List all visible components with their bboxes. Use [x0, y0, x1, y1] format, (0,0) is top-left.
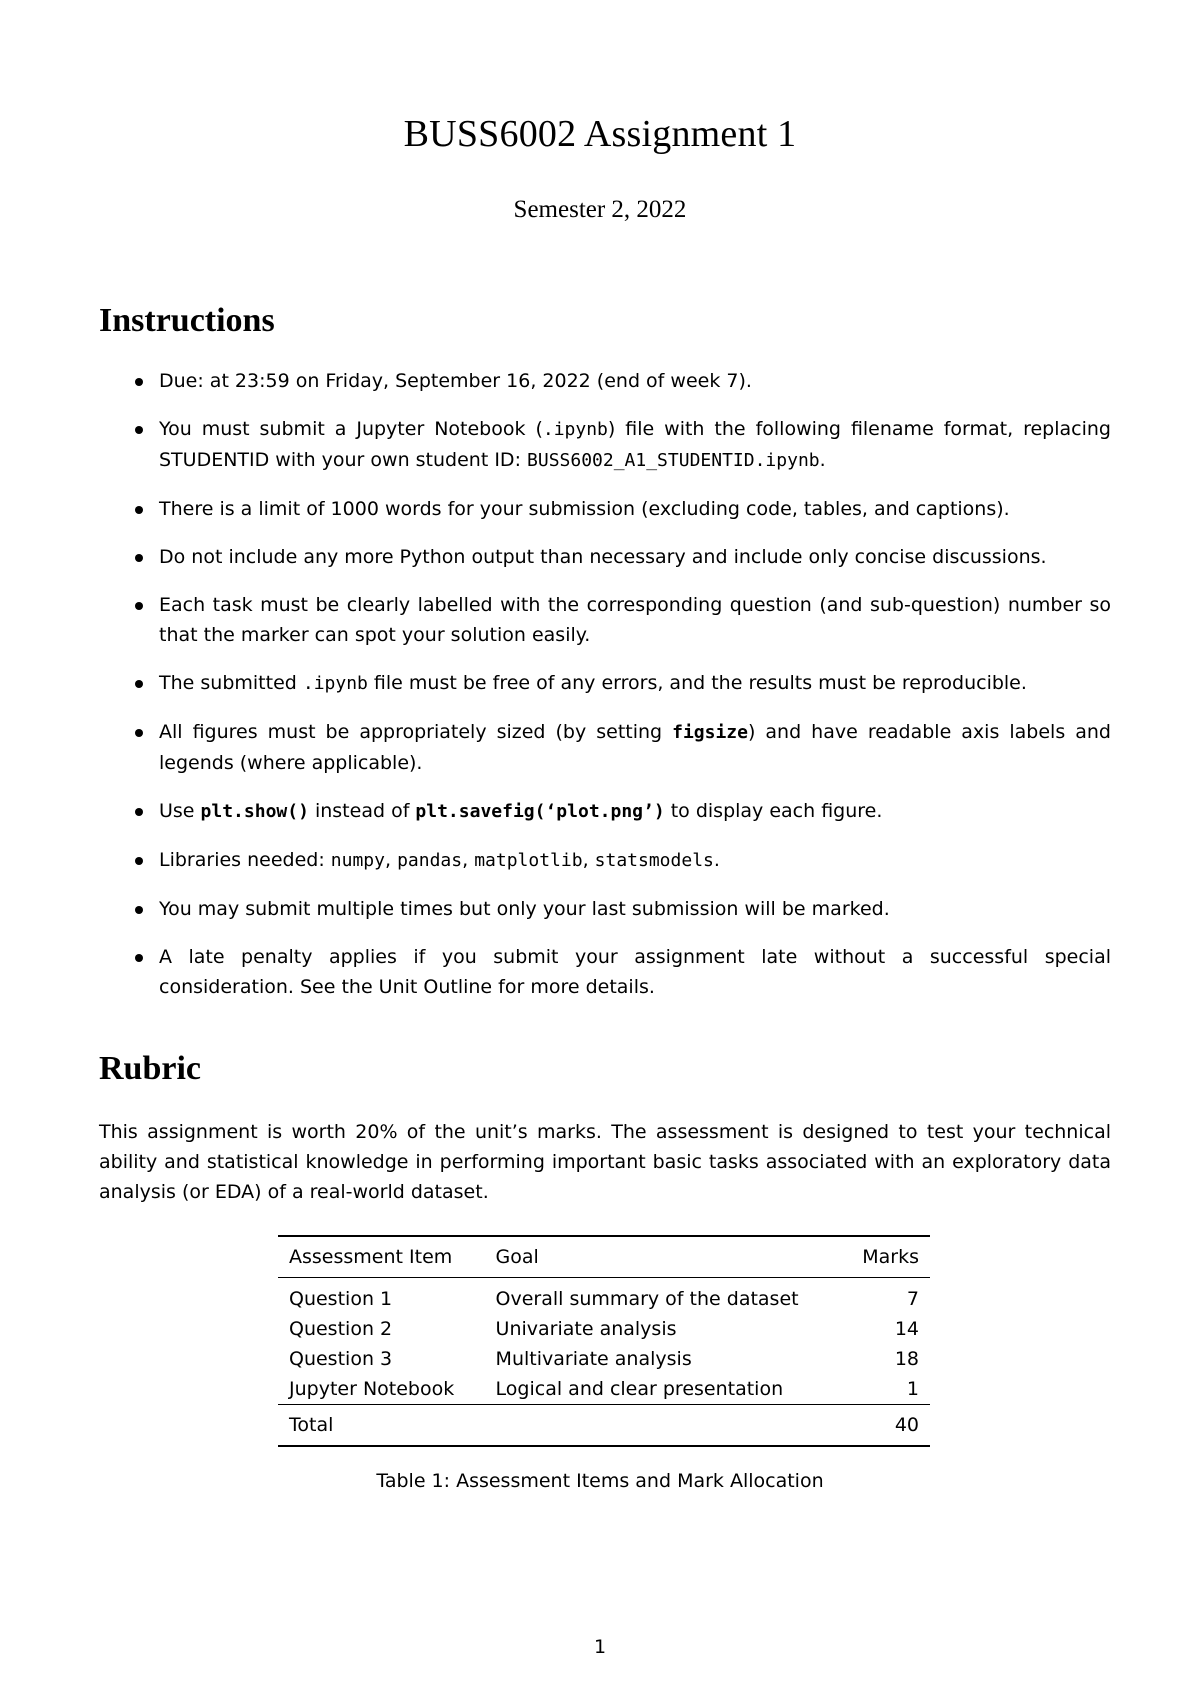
- instruction-text: A late penalty applies if you submit your assignment late without a successful special consideration. See the Unit Outline for more details.: [159, 946, 1111, 998]
- rubric-heading: Rubric: [99, 1050, 201, 1087]
- instruction-text: instead of: [308, 800, 416, 822]
- table-row: [278, 1344, 930, 1374]
- document-title: BUSS6002 Assignment 1: [403, 113, 797, 155]
- code-text: statsmodels: [594, 850, 714, 871]
- cell-goal: Univariate analysis: [495, 1318, 677, 1340]
- table-row: [278, 1374, 930, 1405]
- code-text: pandas: [397, 850, 463, 871]
- cell-goal: Overall summary of the dataset: [495, 1288, 799, 1310]
- list-item: [99, 414, 1111, 476]
- bullet-icon: [135, 954, 143, 962]
- marks-table: [278, 1235, 930, 1447]
- total-marks: 40: [843, 1405, 930, 1447]
- bullet-icon: [135, 378, 143, 386]
- instruction-text: file must be free of any errors, and the results must be reproducible.: [367, 672, 1027, 694]
- instruction-text: There is a limit of 1000 words for your submission (excluding code, tables, and captions).: [159, 498, 1010, 520]
- list-item: [99, 590, 1111, 650]
- cell-marks: 14: [894, 1318, 919, 1340]
- list-item: [99, 717, 1111, 778]
- document-subtitle: Semester 2, 2022: [513, 196, 687, 223]
- bullet-icon: [135, 729, 143, 737]
- list-item: [99, 894, 1111, 924]
- bullet-icon: [135, 554, 143, 562]
- header-goal: Goal: [485, 1236, 844, 1278]
- total-goal-empty: [485, 1405, 844, 1447]
- instruction-text: Libraries needed:: [159, 849, 331, 871]
- code-text: .ipynb: [302, 673, 368, 694]
- rubric-paragraph: This assignment is worth 20% of the unit’s marks. The assessment is designed to test your technical ability and statistical knowledge in performing important basic tasks associated with an exploratory data analysis (or EDA) of a real-world dataset.: [99, 1121, 1111, 1203]
- cell-assessment-item: Jupyter Notebook: [289, 1378, 455, 1400]
- instruction-text: .: [713, 849, 720, 871]
- page-number: 1: [593, 1636, 607, 1658]
- bullet-icon: [135, 857, 143, 865]
- header-assessment-item: Assessment Item: [278, 1236, 485, 1278]
- list-item: [99, 494, 1111, 524]
- instruction-text: You may submit multiple times but only your last submission will be marked.: [159, 898, 890, 920]
- instruction-text: Due: at 23:59 on Friday, September 16, 2022 (end of week 7).: [159, 370, 752, 392]
- instruction-text: ,: [582, 849, 595, 871]
- instruction-text: All figures must be appropriately sized (by setting: [159, 721, 673, 743]
- table-row: [278, 1278, 930, 1315]
- instruction-text: Do not include any more Python output than necessary and include only concise discussions.: [159, 546, 1047, 568]
- instruction-text: The submitted: [159, 672, 303, 694]
- instructions-list: [99, 366, 1111, 1020]
- bullet-icon: [135, 808, 143, 816]
- instruction-text: You must submit a Jupyter Notebook (: [159, 418, 543, 440]
- bullet-icon: [135, 426, 143, 434]
- instruction-text: Each task must be clearly labelled with the corresponding question (and sub-question) number so that the marker can spot your solution easily.: [159, 594, 1111, 646]
- code-text: .ipynb: [542, 419, 608, 440]
- cell-assessment-item: Question 2: [289, 1318, 393, 1340]
- instruction-text: ,: [462, 849, 475, 871]
- marks-table-container: [278, 1235, 930, 1447]
- code-text: figsize: [672, 722, 748, 743]
- list-item: [99, 366, 1111, 396]
- bullet-icon: [135, 680, 143, 688]
- bullet-icon: [135, 602, 143, 610]
- instructions-heading: Instructions: [99, 302, 275, 339]
- cell-goal: Logical and clear presentation: [495, 1378, 784, 1400]
- list-item: [99, 942, 1111, 1002]
- total-label: Total: [278, 1405, 485, 1447]
- instruction-text: .: [819, 449, 826, 471]
- marks-table-body: [278, 1278, 930, 1405]
- cell-goal: Multivariate analysis: [495, 1348, 692, 1370]
- instruction-text: ,: [384, 849, 398, 871]
- table-row: [278, 1314, 930, 1344]
- cell-assessment-item: Question 1: [289, 1288, 393, 1310]
- instruction-text: ) file with the following filename format, replacing STUDENTID with your own student ID:: [159, 418, 1111, 471]
- cell-marks: 1: [906, 1378, 919, 1400]
- cell-marks: 7: [906, 1288, 919, 1310]
- bullet-icon: [135, 506, 143, 514]
- bullet-icon: [135, 906, 143, 914]
- list-item: [99, 542, 1111, 572]
- cell-marks: 18: [894, 1348, 919, 1370]
- table-header-row: [278, 1236, 930, 1278]
- code-text: numpy: [330, 850, 385, 871]
- table-total-row: [278, 1405, 930, 1447]
- list-item: [99, 845, 1111, 876]
- code-text: BUSS6002_A1_STUDENTID.ipynb: [527, 450, 820, 471]
- code-text: plt.show(): [200, 801, 309, 822]
- instruction-text: ) and have readable axis labels and legends (where applicable).: [159, 721, 1111, 774]
- cell-assessment-item: Question 3: [289, 1348, 393, 1370]
- table-caption: Table 1: Assessment Items and Mark Allocation: [376, 1470, 824, 1492]
- instruction-text: to display each figure.: [664, 800, 883, 822]
- header-marks: Marks: [843, 1236, 930, 1278]
- code-text: matplotlib: [474, 850, 583, 871]
- list-item: [99, 668, 1111, 699]
- code-text: plt.savefig(‘plot.png’): [415, 801, 665, 822]
- list-item: [99, 796, 1111, 827]
- instruction-text: Use: [159, 800, 201, 822]
